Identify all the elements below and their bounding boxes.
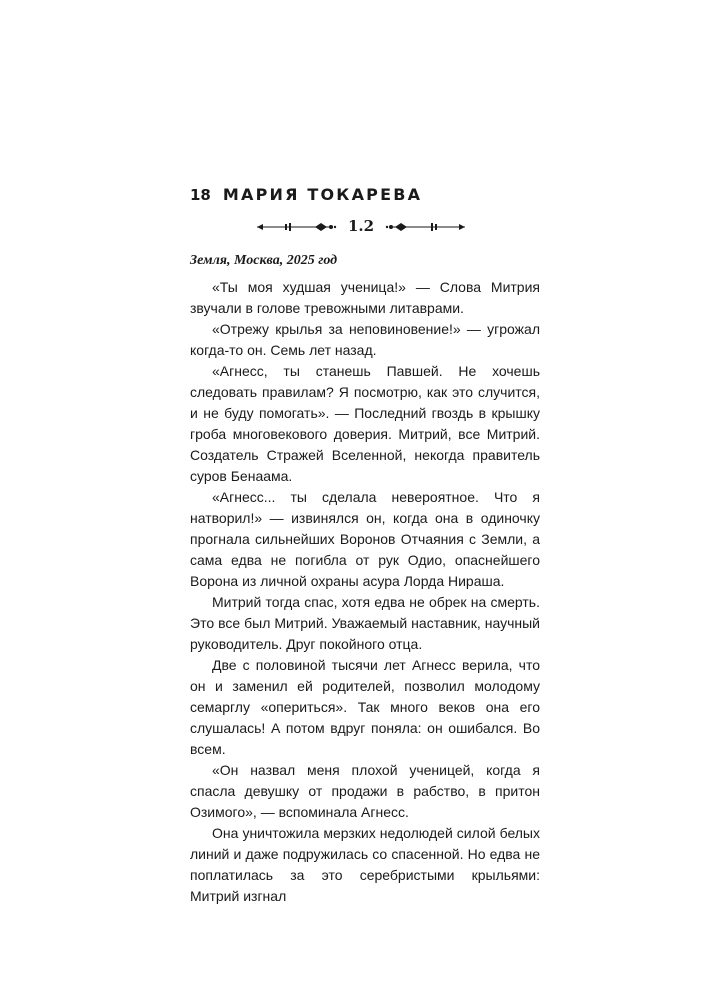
paragraph: «Ты моя худшая ученица!» — Слова Митрия звучали в голове тревожными литаврами. — [190, 279, 540, 316]
running-header — [190, 185, 422, 204]
paragraph: «Отрежу крылья за неповиновение!» — угрожал когда-то он. Семь лет назад. — [190, 321, 540, 358]
paragraph: «Он назвал меня плохой ученицей, когда я спасла девушку от продажи в рабство, в притон Озимого», — вспоминала Агнесс. — [190, 762, 540, 820]
section-subheading: Земля, Москва, 2025 год — [190, 253, 338, 268]
chapter-heading — [255, 214, 467, 240]
book-author: МАРИЯ ТОКАРЕВА — [222, 185, 423, 204]
paragraph: «Агнесс, ты станешь Павшей. Не хочешь следовать правилам? Я посмотрю, как это случится, и не буду помогать». — Последний гвоздь в крышку гроба многовекового доверия. Митрий, все Митрий. Создатель Стражей Вселенной, некогда правитель суров Бенаама. — [190, 363, 540, 484]
page-number: 18 — [190, 186, 211, 204]
paragraph: «Агнесс... ты сделала невероятное. Что я натворил!» — извинялся он, когда она в одиночку прогнала сильнейших Воронов Отчаяния с Земли, а сама едва не погибла от рук Одио, опаснейшего Ворона из личной охраны асура Лорда Нираша. — [190, 489, 540, 589]
body-text — [190, 277, 540, 907]
chapter-number: 1.2 — [347, 217, 375, 235]
paragraph: Митрий тогда спас, хотя едва не обрек на смерть. Это все был Митрий. Уважаемый наставник, научный руководитель. Друг покойного отца. — [190, 594, 540, 652]
paragraph: Она уничтожила мерзких недолюдей силой белых линий и даже подружилась со спасенной. Но едва не поплатилась за это серебристыми крыльями: Митрий изгнал — [190, 825, 540, 904]
paragraph: Две с половиной тысячи лет Агнесс верила, что он и заменил ей родителей, позволил молодому семарглу «опериться». Так много веков она его слушалась! А потом вдруг поняла: он ошибался. Во всем. — [190, 657, 540, 757]
